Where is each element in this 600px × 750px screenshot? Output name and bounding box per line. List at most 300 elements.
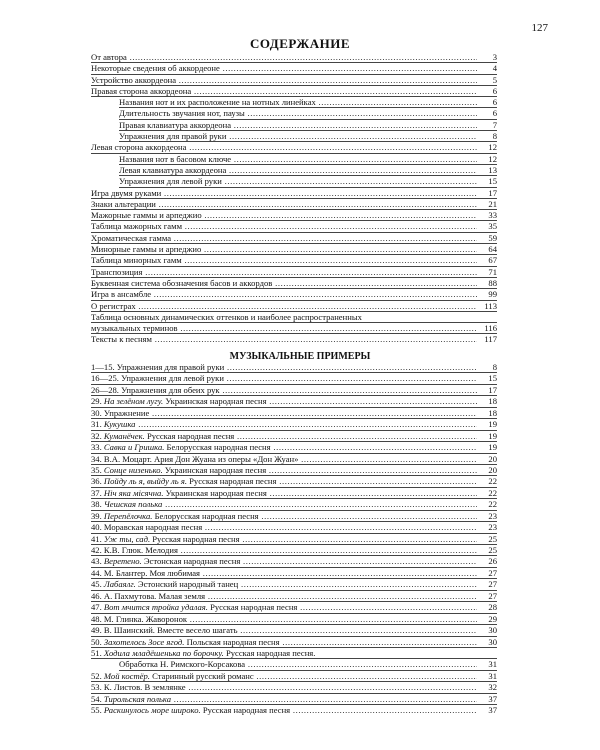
example-description: Русская народная песня [152,533,240,544]
toc-entry-inner [91,289,477,299]
example-entry-inner [91,534,477,544]
section-title-musical-examples: МУЗЫКАЛЬНЫЕ ПРИМЕРЫ [229,351,371,362]
toc-entry-page: 88 [488,277,497,288]
example-entry-page: 31 [488,670,497,681]
example-number: 51. [91,647,104,658]
example-entry-label [91,637,477,647]
example-entry-page: 29 [488,613,497,624]
example-entry-page: 26 [488,556,497,567]
toc-entry-label: Левая клавиатура аккордеона ..... [119,165,477,175]
example-entry-label [91,694,477,704]
example-entry[interactable] [91,545,497,556]
example-description: Эстонская народная песня [143,556,241,567]
toc-entry-page: 21 [488,198,497,209]
example-title: Нiч яка мiсячна. [103,487,164,498]
example-description: Русская народная песня [146,430,235,441]
example-number: 46. [91,590,104,601]
example-entry-inner [91,465,477,475]
example-description: К.В. Глюк. Мелодия [103,545,178,555]
example-entry-label [91,682,477,692]
example-title: Захотелось Зосе ягод. [103,636,185,647]
toc-entry-inner [91,52,477,62]
example-entry-label [119,659,477,669]
example-entry-label [91,705,477,715]
example-entry-label [91,431,477,441]
example-entry-inner [91,602,477,612]
example-number: 34. [91,453,104,464]
example-entry-label [91,614,477,624]
example-entry-page: 30 [488,625,497,636]
example-entry-inner [91,454,477,464]
example-number: 39. [91,510,104,521]
page-title: СОДЕРЖАНИЕ [249,36,351,51]
example-entry-page: 22 [488,476,497,487]
example-entry-inner [91,362,477,372]
example-number: 52. [91,670,104,681]
toc-entry[interactable] [119,120,497,131]
example-entry-label [91,534,477,544]
example-title: Тирольская полька [103,693,171,704]
toc-entry-page: 35 [488,221,497,232]
toc-entry[interactable] [91,255,497,266]
example-description: Упражнения для левой руки [121,373,224,384]
example-entry-inner [91,614,477,624]
example-entry-label [91,602,477,612]
toc-entry-label: Устройство аккордеона ..... [91,75,477,85]
example-entry[interactable] [91,362,497,373]
example-number: 48. [91,613,104,624]
example-description: Упражнение [103,407,150,418]
example-number: 30. [91,407,104,418]
toc-entry-label: Упражнения для правой руки ..... [119,131,477,141]
contents-list [91,52,497,345]
toc-entry-inner [91,86,477,96]
example-description: М. Блантер. Моя любимая [103,567,201,578]
example-number: 45. [91,579,104,590]
toc-entry-inner [91,267,477,277]
toc-entry-page: 59 [488,232,497,243]
example-entry-inner [91,373,477,383]
example-entry[interactable] [119,659,497,670]
example-entry[interactable] [91,556,497,567]
example-description: Русская народная песня [189,476,277,487]
toc-entry-label: Правая клавиатура аккордеона ..... [119,120,477,130]
example-entry[interactable] [91,591,497,602]
example-number: 31. [91,419,104,430]
example-entry[interactable] [91,511,497,522]
example-entry-inner [91,408,477,418]
toc-entry[interactable] [91,312,497,323]
example-title: Вот мчится тройка удалая. [103,602,208,613]
example-description: Белорусская народная песня [154,510,259,521]
example-entry[interactable] [91,373,497,384]
toc-entry[interactable] [91,323,497,334]
example-entry-inner [91,488,477,498]
toc-entry[interactable] [119,165,497,176]
example-number: 35. [91,464,104,475]
example-entry-label [91,385,477,395]
example-title: Савка и Гришка. [103,442,165,453]
toc-entry-inner [119,165,477,175]
example-entry-inner [91,705,477,715]
example-entry-label [91,499,477,509]
toc-entry[interactable] [91,334,497,344]
toc-entry[interactable] [91,301,497,312]
example-entry-label [91,522,477,532]
example-entry-label [91,408,477,418]
example-entry-page: 22 [488,487,497,498]
example-number: 16—25. [91,373,122,384]
examples-list [91,362,497,716]
toc-entry-label: Минорные гаммы и арпеджио ..... [91,244,477,254]
example-entry-label [91,488,477,498]
example-number: 36. [91,476,104,487]
example-entry[interactable] [91,522,497,533]
toc-entry[interactable] [91,142,497,153]
toc-entry-inner [119,154,477,164]
example-entry[interactable] [91,454,497,465]
example-description: Украинская народная песня [164,464,267,475]
example-entry-page: 27 [488,590,497,601]
example-entry-inner [91,396,477,406]
example-title: Уж ты, сад. [103,533,151,544]
toc-entry-label: От автора ..... [91,52,477,62]
toc-entry-inner [91,255,477,265]
toc-entry-inner [91,210,477,220]
example-description: Украинская народная песня [165,487,267,498]
toc-entry-inner [91,323,477,333]
toc-entry-page: 8 [492,131,497,142]
toc-entry[interactable] [91,52,497,63]
toc-entry-inner [119,108,477,118]
example-entry-inner [91,522,477,532]
example-entry-label [91,545,477,555]
example-entry[interactable] [91,442,497,453]
toc-entry-inner [119,131,477,141]
example-title: Мой костёр. [103,670,150,681]
toc-entry-inner [91,75,477,85]
toc-entry-inner [91,312,477,322]
toc-entry-inner [91,142,477,152]
toc-entry-page: 3 [492,52,497,62]
toc-entry-inner [91,221,477,231]
toc-entry[interactable] [91,267,497,278]
example-number: 33. [91,442,104,453]
toc-entry-inner [91,278,477,288]
example-number: 44. [91,567,104,578]
example-title: Ходила младёшенька по борочку. [103,647,224,658]
example-title: Веретено. [103,556,142,567]
example-entry-inner [91,625,477,635]
example-entry[interactable] [91,431,497,442]
example-entry[interactable] [91,694,497,705]
toc-entry-label: Хроматическая гамма ..... [91,233,477,243]
example-description: В.А. Моцарт. Ария Дон Жуана из оперы «Дон Жуан» [103,453,299,464]
example-entry[interactable] [91,385,497,396]
example-number: 32. [91,430,104,441]
example-number: 26—28. [91,384,122,395]
example-entry[interactable] [91,579,497,590]
example-description: В. Шаинский. Вместе весело шагать [103,625,238,636]
example-entry[interactable] [91,488,497,499]
example-entry[interactable] [91,408,497,419]
example-entry-inner [91,419,477,429]
example-entry-label [91,671,477,681]
example-entry-label [91,476,477,486]
example-title: Раскинулось море широко. [103,705,201,716]
example-number: 1—15. [91,362,117,372]
example-number: 47. [91,602,104,613]
example-description: Обработка Н. Римского-Корсакова [119,659,246,670]
example-entry-inner [91,671,477,681]
example-description: Упражнения для обеих рук [121,384,220,395]
example-entry-label [91,579,477,589]
example-entry-inner [91,579,477,589]
toc-entry-page: 71 [488,266,497,277]
example-entry-label [91,625,477,635]
example-description: Упражнения для правой руки [116,362,225,372]
toc-entry-label: О регистрах ..... [91,301,477,311]
toc-entry-page: 6 [492,85,497,96]
example-entry-page: 27 [488,579,497,590]
toc-entry[interactable] [119,97,497,108]
example-description: А. Пахмутова. Малая земля [103,590,206,601]
toc-entry-inner [91,244,477,254]
example-description: Старинный русский романс [152,670,254,681]
example-description: К. Листов. В землянке [103,682,186,693]
toc-entry-label: Игра двумя руками ..... [91,188,477,198]
toc-entry[interactable] [91,233,497,244]
toc-entry-label: Таблица мажорных гамм ..... [91,221,477,231]
example-entry-inner [91,637,477,647]
example-entry[interactable] [91,476,497,487]
example-entry-inner [91,591,477,601]
example-title: На зелёном лугу. [103,396,164,407]
toc-entry[interactable] [119,108,497,119]
toc-entry-label: Транспозиция ..... [91,267,477,277]
example-entry[interactable] [91,614,497,625]
example-entry-label [91,396,477,406]
example-entry-page: 18 [488,407,497,418]
example-entry-label [91,648,317,658]
toc-entry-inner [91,188,477,198]
example-entry-page: 15 [488,373,497,384]
toc-entry[interactable] [91,221,497,232]
example-description: Русская народная песня. [225,647,316,658]
toc-entry-label: Таблица минорных гамм ..... [91,255,477,265]
example-entry-inner [91,556,477,566]
toc-entry-label: Некоторые сведения об аккордеоне ..... [91,63,477,73]
toc-entry-page: 4 [492,63,497,74]
toc-entry-page: 15 [488,176,497,187]
example-entry-label [91,362,477,372]
example-entry[interactable] [91,534,497,545]
example-entry-inner [91,648,477,658]
toc-entry[interactable] [119,176,497,187]
example-entry[interactable] [91,465,497,476]
example-description: Украинская народная песня [165,396,267,407]
example-description: Эстонский народный танец [137,579,239,590]
toc-entry-inner [91,233,477,243]
toc-entry[interactable] [91,86,497,97]
example-title: Перепёлочка. [103,510,153,521]
toc-entry-page: 7 [492,119,497,130]
example-entry[interactable] [91,625,497,636]
example-entry-page: 18 [488,396,497,407]
toc-entry[interactable] [91,188,497,199]
toc-entry-inner [119,176,477,186]
example-number: 41. [91,533,104,544]
example-entry-page: 20 [488,464,497,475]
example-entry-inner [91,499,477,509]
toc-entry[interactable] [91,289,497,300]
example-number: 49. [91,625,104,636]
toc-entry-label: музыкальных терминов ..... [91,323,477,333]
example-number: 40. [91,522,104,533]
example-entry[interactable] [91,568,497,579]
toc-entry-label: Левая сторона аккордеона ..... [91,142,477,152]
toc-entry-label: Таблица основных динамических оттенков и наиболее распространенных [91,311,362,322]
example-entry[interactable] [91,682,497,693]
page-number: 127 [531,22,548,34]
example-entry-page: 23 [488,522,497,533]
example-entry[interactable] [91,396,497,407]
example-entry[interactable] [91,419,497,430]
example-description: Русская народная песня [202,705,291,716]
example-entry-page: 22 [488,499,497,510]
toc-entry[interactable] [119,154,497,165]
toc-entry-page: 12 [488,142,497,153]
example-title: Чешская полька [103,499,163,510]
example-number: 54. [91,693,104,704]
example-number: 37. [91,487,104,498]
example-entry-label [91,442,477,452]
example-entry-inner [91,442,477,452]
example-number: 43. [91,556,104,567]
example-description: Белорусская народная песня [166,442,271,453]
toc-entry-label: Тексты к песням ..... [91,334,477,344]
toc-entry-label: Названия нот и их расположение на нотных линейках ..... [119,97,477,107]
example-title: Кукушка [103,419,136,430]
example-title: Сонце низенько. [103,464,163,475]
example-entry-inner [91,511,477,521]
example-description: М. Глинка. Жаворонок [103,613,188,624]
example-entry-label [91,454,477,464]
example-entry[interactable] [91,602,497,613]
toc-entry-page: 12 [488,153,497,164]
example-entry-page: 19 [488,430,497,441]
example-entry-inner [91,568,477,578]
toc-entry-label: Мажорные гаммы и арпеджио ..... [91,210,477,220]
example-title: Пойду ль я, выйду ль я. [103,476,187,487]
toc-entry-page: 6 [492,108,497,119]
example-description: Польская народная песня [186,636,280,647]
example-entry-label [91,568,477,578]
example-entry[interactable] [91,637,497,648]
example-entry-label [91,591,477,601]
toc-entry[interactable] [91,244,497,255]
toc-entry-page: 17 [488,187,497,198]
example-entry-page: 37 [488,705,497,716]
toc-entry-page: 113 [484,300,497,311]
example-entry-page: 32 [488,682,497,693]
toc-entry-label: Упражнения для левой руки ..... [119,176,477,186]
example-entry-page: 30 [488,636,497,647]
example-entry-inner [119,659,477,669]
example-entry-page: 17 [488,384,497,395]
toc-entry-inner [91,199,477,209]
example-entry-inner [91,694,477,704]
toc-entry-inner [91,334,477,344]
toc-entry-label: Длительность звучания нот, паузы ..... [119,108,477,118]
example-number: 29. [91,396,104,407]
toc-entry[interactable] [91,63,497,74]
example-entry-inner [91,476,477,486]
example-entry-page: 27 [488,567,497,578]
toc-entry-page: 116 [484,323,497,334]
toc-entry-label: Игра в ансамбле ..... [91,289,477,299]
example-entry-page: 28 [488,602,497,613]
toc-entry-inner [119,120,477,130]
example-entry[interactable] [91,671,497,682]
example-title: Лабаялг. [103,579,136,590]
example-entry[interactable] [91,499,497,510]
example-description: Моравская народная песня [103,522,203,533]
example-title: Кумaнёчек. [103,430,145,441]
example-entry-label [91,511,477,521]
example-entry-label [91,556,477,566]
example-number: 42. [91,545,104,555]
example-entry-page: 31 [488,659,497,670]
toc-entry-page: 13 [488,164,497,175]
example-entry-page: 8 [492,362,497,372]
example-entry-page: 19 [488,442,497,453]
toc-entry[interactable] [119,131,497,142]
toc-entry[interactable] [91,278,497,289]
example-entry-page: 37 [488,693,497,704]
example-entry-inner [91,545,477,555]
toc-entry-inner [119,97,477,107]
toc-entry-label: Правая сторона аккордеона ..... [91,86,477,96]
example-entry-page: 19 [488,419,497,430]
toc-entry-inner [91,63,477,73]
toc-entry[interactable] [91,199,497,210]
example-entry-page: 25 [488,545,497,555]
toc-entry-label: Буквенная система обозначения басов и аккордов ..... [91,278,477,288]
toc-entry[interactable] [91,75,497,86]
toc-entry-page: 117 [484,334,497,345]
example-entry-inner [91,431,477,441]
toc-entry-page: 99 [488,289,497,300]
toc-entry-page: 64 [488,244,497,255]
toc-entry-page: 5 [492,74,497,85]
example-entry[interactable] [91,648,497,659]
example-entry-inner [91,385,477,395]
example-entry-label [91,373,477,383]
example-entry-inner [91,682,477,692]
example-entry-page: 25 [488,533,497,544]
example-entry[interactable] [91,705,497,715]
example-entry-page: 23 [488,510,497,521]
toc-entry-page: 6 [492,97,497,108]
toc-entry-page: 33 [488,210,497,221]
example-number: 55. [91,705,104,716]
example-entry-page: 20 [488,453,497,464]
example-entry-label [91,419,477,429]
example-description: Русская народная песня [210,602,298,613]
example-number: 38. [91,499,104,510]
toc-entry[interactable] [91,210,497,221]
